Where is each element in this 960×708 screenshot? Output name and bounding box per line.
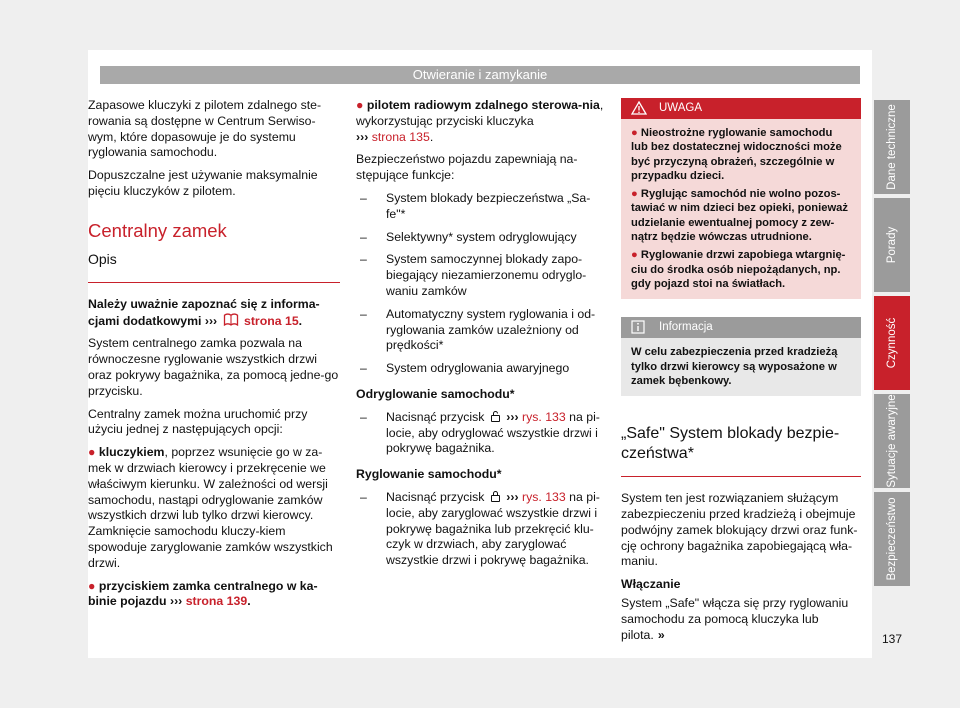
column-right [621, 98, 861, 650]
list-item: – System samoczynnej blokady zapo-biegający niezamierzonemu odryglo-waniu zamków [356, 252, 608, 299]
continue-icon: » [657, 627, 665, 642]
info-body: W celu zabezpieczenia przed kradzieżą tylko drzwi kierowcy są wyposażone w zamek bębenkowy. [631, 346, 838, 387]
warning-item: ● Ryglowanie drzwi zapobiega wtargnię-ciu do środka osób niepożądanych, np. gdy pojazd stoi na światłach. [631, 249, 846, 290]
paragraph: Centralny zamek można uruchomić przy użyciu jednej z następujących opcji: [88, 406, 308, 437]
paragraph: Zapasowe kluczyki z pilotem zdalnego ste-rowania są dostępne w Centrum Serwiso-wym, które dopasowuje je do systemu ryglowania samochodu. [88, 98, 322, 160]
warning-box [621, 98, 861, 299]
info-header: Informacja [621, 317, 861, 338]
tab-sytuacje-awaryjne[interactable]: Sytuacje awaryjne [874, 394, 910, 488]
bullet-icon: ● [356, 98, 364, 112]
unlock-step: – Nacisnąć przycisk ››› rys. 133 na pi-locie, aby odryglować wszystkie drzwi i pokrywę bagażnika. [356, 410, 608, 457]
info-icon [631, 320, 645, 334]
section-header: Otwieranie i zamykanie [100, 66, 860, 84]
list-item: – Automatyczny system ryglowania i od-ryglowania zamków uzależniony od prędkości* [356, 307, 608, 354]
warning-item: ● Nieostrożne ryglowanie samochodu lub bez dostatecznej widoczności może być przyczyną obrażeń, szczególnie w przypadku dzieci. [631, 127, 842, 182]
page-link[interactable]: strona 139 [185, 594, 248, 609]
tab-dane-techniczne[interactable]: Dane techniczne [874, 100, 910, 194]
bullet-icon: ● [631, 127, 638, 139]
list-item: – System odryglowania awaryjnego [356, 361, 608, 377]
warning-icon [631, 101, 647, 115]
warning-body [621, 119, 861, 299]
safe-title: „Safe" System blokady bezpie-czeństwa* [621, 424, 861, 477]
enable-heading: Włączanie [621, 577, 681, 592]
paragraph: System ten jest rozwiązaniem służącym zabezpieczeniu przed kradzieżą i obejmuje podwójny zamek blokujący drzwi oraz funk-cję ochrony bagażnika zapobiegającą wła-maniu. [621, 491, 858, 569]
unlock-icon [490, 410, 501, 422]
figure-link[interactable]: rys. 133 [521, 409, 566, 424]
lock-step: – Nacisnąć przycisk ››› rys. 133 na pi-locie, aby zaryglować wszystkie drzwi i pokrywę bagażnika lub przekręcić klu-czyk w drzwiach, aby zaryglować wszystkie drzwi i pokrywę bagażnika. [356, 490, 608, 569]
unlock-heading: Odryglowanie samochodu* [356, 386, 515, 401]
page-link[interactable]: strona 135 [371, 129, 430, 144]
list-item: ● przyciskiem zamka centralnego w ka-binie pojazdu ››› strona 139. [88, 578, 318, 609]
bullet-icon: ● [631, 188, 638, 201]
paragraph: System centralnego zamka pozwala na równoczesne ryglowanie wszystkich drzwi oraz pokrywy bagażnika, za pomocą jedne-go przycisku. [88, 336, 339, 398]
feature-list [356, 191, 608, 377]
bullet-icon: ● [631, 249, 638, 262]
bullet-icon: ● [88, 578, 96, 593]
figure-link[interactable]: rys. 133 [521, 489, 566, 504]
section-title: Centralny zamek [88, 219, 227, 241]
subsection-title: Opis [88, 250, 340, 283]
list-item: ● pilotem radiowym zdalnego sterowa-nia, wykorzystując przyciski kluczyka ››› strona 135. [356, 98, 604, 144]
list-item: ● kluczykiem, poprzez wsunięcie go w za-mek w drzwiach kierowcy i przekręcenie we właściwym kierunku. W zależności od wersji samochodu, nastąpi odryglowanie zamków wszystkich drzwi lub tylko drzwi kierowcy. Zamknięcie samochodu kluczy-kiem spowoduje zaryglowanie zamków wszystkich drzwi. [88, 445, 333, 570]
info-box [621, 317, 861, 396]
column-left [88, 98, 340, 617]
column-middle [356, 98, 608, 576]
list-item: – System blokady bezpieczeństwa „Sa-fe"* [356, 191, 608, 223]
tab-czynnosc[interactable]: Czynność [874, 296, 910, 390]
warning-item: ● Ryglując samochód nie wolno pozos-tawiać w nim dzieci bez opieki, ponieważ udzielanie ewentualnej pomocy z zew-nątrz będzie wówczas utrudnione. [631, 188, 848, 244]
tab-porady[interactable]: Porady [874, 198, 910, 292]
page-link[interactable]: strona 15 [243, 313, 299, 328]
intro-note: Należy uważnie zapoznać się z informa-cjami dodatkowymi ››› strona 15. [88, 296, 320, 328]
lock-icon [490, 490, 501, 502]
paragraph: System „Safe" włącza się przy ryglowaniu samochodu za pomocą kluczyka lub pilota. » [621, 595, 849, 642]
list-item: – Selektywny* system odryglowujący [356, 230, 608, 246]
warning-header: UWAGA [621, 98, 861, 119]
page-number: 137 [881, 632, 903, 646]
paragraph: Bezpieczeństwo pojazdu zapewniają na-stępujące funkcje: [356, 152, 578, 183]
lock-heading: Ryglowanie samochodu* [356, 467, 502, 482]
bullet-icon: ● [88, 445, 96, 460]
paragraph: Dopuszczalne jest używanie maksymalnie pięciu kluczyków z pilotem. [88, 168, 318, 198]
tab-bezpieczenstwo[interactable]: Bezpieczeństwo [874, 492, 910, 586]
book-icon [223, 313, 239, 326]
